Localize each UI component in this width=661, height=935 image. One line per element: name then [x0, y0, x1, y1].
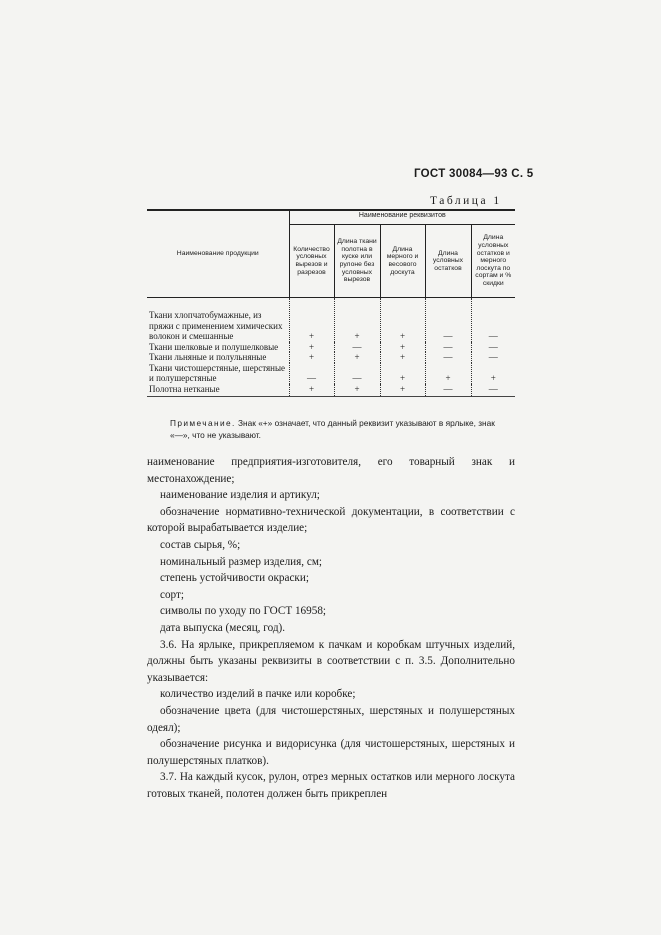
- product-name-cell: Ткани хлопчатобумажные, из пряжи с применением химических волокон и смешанные: [149, 310, 283, 341]
- value-cell: +: [471, 363, 515, 384]
- paragraph: наименование предприятия-изготовителя, его товарный знак и местонахождение;: [147, 456, 515, 485]
- value-cell: +: [289, 352, 334, 363]
- table-row: [147, 363, 515, 384]
- value-cell: +: [334, 384, 380, 397]
- value-cell: +: [380, 298, 425, 342]
- column-header-length-remnants: Длина условных остатков: [425, 225, 471, 298]
- value-cell: +: [380, 384, 425, 397]
- paragraph: обозначение рисунка и видорисунка (для чистошерстяных, шерстяных и полушерстяных платков).: [147, 738, 515, 767]
- value-cell: +: [289, 342, 334, 353]
- value-cell: —: [334, 363, 380, 384]
- value-cell: —: [471, 342, 515, 353]
- column-header-length-by-grade: Длина условных остатков и мерного лоскута по сортам и % скидки: [471, 225, 515, 298]
- column-header-product: Наименование продукции: [147, 210, 289, 298]
- value-cell: +: [380, 352, 425, 363]
- paragraph: обозначение нормативно-технической документации, в соответствии с которой вырабатывается изделие;: [147, 505, 515, 535]
- column-header-cuts: Количество условных вырезов и разрезов: [289, 225, 334, 298]
- column-header-length-roll: Длина ткани полотна в куске или рулоне без условных вырезов: [334, 225, 380, 298]
- value-cell: +: [380, 363, 425, 384]
- value-cell: +: [289, 298, 334, 342]
- paragraph: количество изделий в пачке или коробке;: [160, 688, 356, 701]
- note-label: Примечание.: [170, 418, 236, 428]
- value-cell: +: [380, 342, 425, 353]
- product-name-cell: Ткани шелковые и полушелковые: [149, 341, 279, 352]
- body-text: [147, 454, 515, 802]
- table-caption: Таблица 1: [430, 195, 502, 207]
- value-cell: —: [425, 298, 471, 342]
- value-cell: +: [289, 384, 334, 397]
- table-row: [147, 342, 515, 353]
- value-cell: +: [425, 363, 471, 384]
- product-name-cell: Полотна нетканые: [147, 384, 289, 397]
- value-cell: —: [425, 342, 471, 353]
- column-header-length-measured: Длина мерного и весового доскута: [380, 225, 425, 298]
- paragraph: 3.6. На ярлыке, прикрепляемом к пачкам и коробкам штучных изделий, должны быть указаны реквизиты в соответствии с п. 3.5. Дополнительно указывается:: [147, 638, 515, 684]
- page-header: ГОСТ 30084—93 С. 5: [414, 168, 534, 180]
- paragraph: 3.7. На каждый кусок, рулон, отрез мерных остатков или мерного лоскута готовых тканей, полотен должен быть прикреплен: [147, 771, 515, 800]
- table-row: [147, 352, 515, 363]
- table-row: [147, 384, 515, 397]
- value-cell: —: [425, 384, 471, 397]
- value-cell: —: [471, 384, 515, 397]
- group-header-requisites: Наименование реквизитов: [289, 210, 515, 225]
- note-text: Знак «+» означает, что данный реквизит указывают в ярлыке, знак «—», что не указывают.: [170, 418, 495, 440]
- paragraph: дата выпуска (месяц, год).: [160, 621, 286, 634]
- paragraph: обозначение цвета (для чистошерстяных, шерстяных и полушерстяных одеял);: [147, 704, 515, 734]
- paragraph: наименование изделия и артикул;: [160, 489, 320, 502]
- value-cell: —: [471, 298, 515, 342]
- product-name-cell: Ткани льняные и полульняные: [149, 352, 267, 362]
- paragraph: состав сырья, %;: [160, 538, 241, 551]
- paragraph: степень устойчивости окраски;: [160, 572, 309, 585]
- paragraph: сорт;: [160, 588, 185, 601]
- requisites-table: [147, 209, 515, 397]
- value-cell: —: [289, 363, 334, 384]
- paragraph: номинальный размер изделия, см;: [160, 555, 323, 568]
- value-cell: +: [334, 352, 380, 363]
- requisites-table-container: [147, 209, 515, 397]
- paragraph: символы по уходу по ГОСТ 16958;: [160, 605, 327, 618]
- table-row: [147, 298, 515, 342]
- product-name-cell: Ткани чистошерстяные, шерстяные и полушерстяные: [149, 362, 286, 383]
- table-note: [170, 417, 515, 441]
- value-cell: +: [334, 298, 380, 342]
- value-cell: —: [471, 352, 515, 363]
- value-cell: —: [334, 342, 380, 353]
- value-cell: —: [425, 352, 471, 363]
